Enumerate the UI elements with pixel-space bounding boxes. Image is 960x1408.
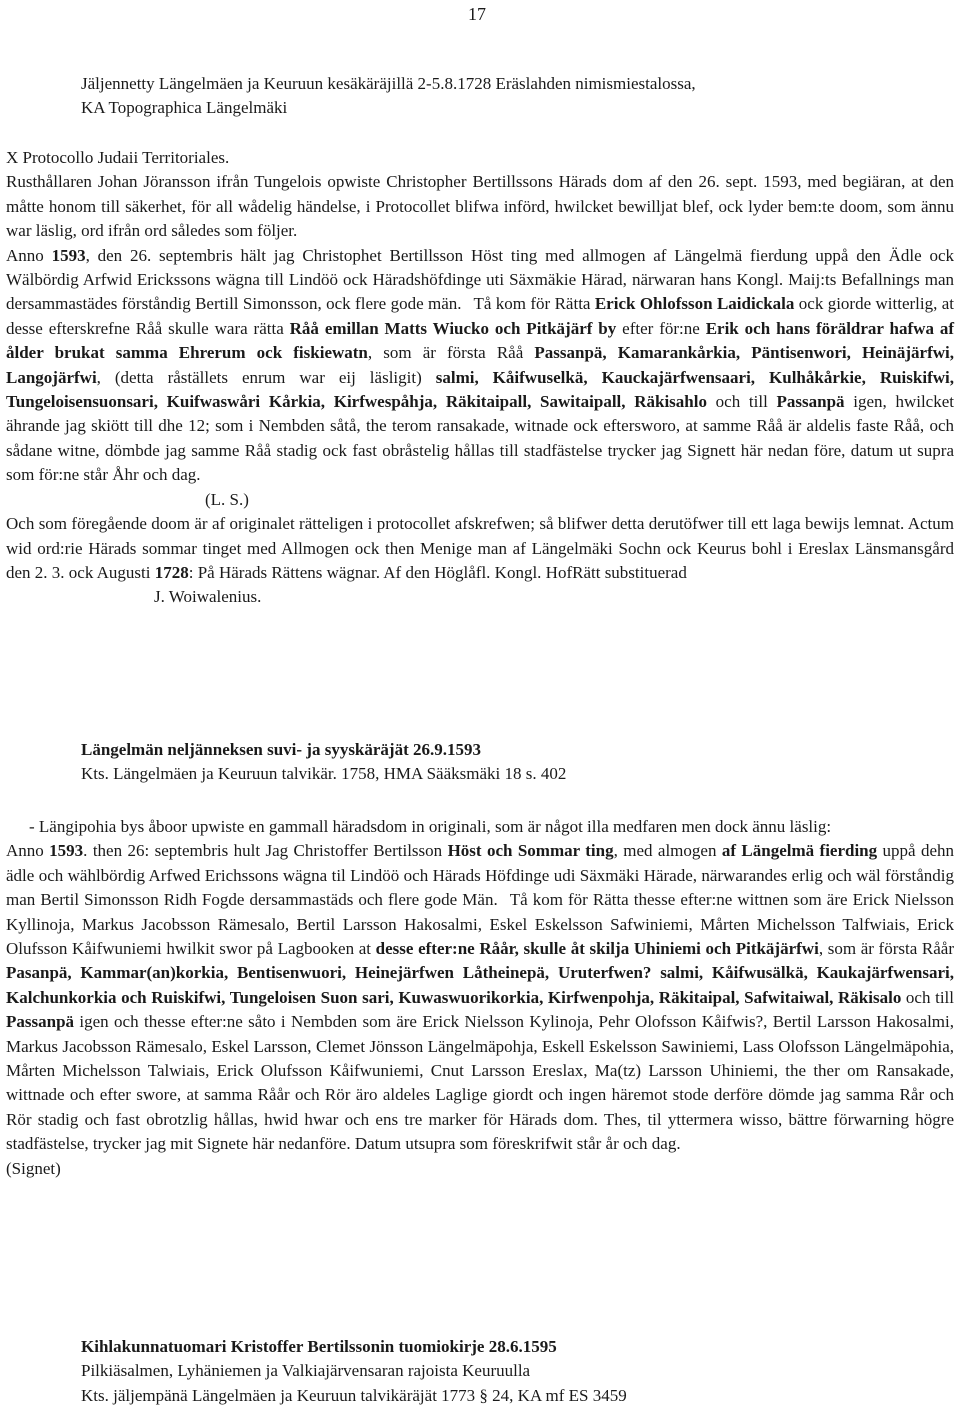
text-run: , (detta råställets enrum war eij läsligit) (96, 367, 436, 387)
text-run: ock giorde witterlig, at desse efterskrefne Råå skulle wara rätta (6, 294, 954, 338)
text-run: . then 26: septembris hult Jag Christoffer Bertilsson (83, 841, 448, 861)
bold-run: Höst och Sommar ting (447, 841, 614, 861)
text-run: uppå dehn ädle och wählbördig Arfwed Erichssons wägna til Lindöö och Härads Höfdinge udi Säxmäki Härade, närwarandes erlig och wäl förståndig man Bertil Simonsson Ridh Fogde dersammastäds och flere gode Män. (6, 841, 955, 910)
text-run: : På Härads Rättens wägnar. Af den Höglåfl. Kongl. HofRätt substituerad (188, 562, 687, 582)
section-2-header (6, 738, 954, 787)
anno-label: Anno (6, 841, 50, 861)
bold-run: Passanpä (776, 392, 845, 412)
page-number: 17 (468, 4, 486, 24)
paragraph (6, 839, 954, 1156)
source-line: Jäljennetty Längelmäen ja Keuruun kesäkäräjillä 2-5.8.1728 Eräslahden nimismiestalossa, (81, 74, 696, 93)
signet-mark: (Signet) (6, 1158, 61, 1178)
anno-year: 1593 (49, 841, 84, 861)
text-run: igen och thesse efter:ne såto i Nembden som äre Erick Nielsson Kylinoja, Pehr Olofsson Kåifwis?, Bertil Larsson Hakosalmi, Markus Jacobsson Rämesalo, Eskel Larsson, Clemet Jönsson Längelmäpohja, Eskell Eskelsson Sawiniemi, Lass Olofsson Längelmäpohia, Mårten Michelsson Talwiais, Erick Olufsson Kåifwuniemi, Cnut Larsson Ereslax, Ma(tz) Larsson Uhiniemi, the ther om Ransakade, wittnade och efter swore, at samma Råår och Rör äro aldeles Laglige giordt och ingen häremot stode derföre dömde jag samma Rår och Rör stadig och fast obrotzlig hållas, hwid hwar och ens tre marker för Härads dom. Thes, til yttermera wisso, bättre förwarning högre stadfästelse, trycker jag mit Signete här nedanföre. Datum utsupra som föreskrifwit står år och dag. (6, 1012, 954, 1154)
bold-run: salmi, Kåifwuselkä, Kauckajärfwensaari, Kulhåkårkie, Ruiskifwi, Tungeloisensuonsari, Kuifwaswåri Kårkia, Kirfwespåhja, Räkitaipall, Sawitaipall, Räkisahlo (6, 367, 954, 412)
section-heading: Kihlakunnatuomari Kristoffer Bertilssonin tuomiokirje 28.6.1595 (81, 1337, 557, 1356)
paragraph (6, 512, 954, 585)
text-run: , som är första Råår (818, 939, 955, 959)
bold-run: Passanpä (6, 1012, 75, 1032)
text-run: och till (901, 987, 954, 1007)
bold-run: Pasanpä, Kammar(an)korkia, Bentisenwuori, Heinejärfwen Låtheinepä, Uruterfwen? salmi, Kåifwusälkä, Kaukajärfwensari, Kalchunkorkia och Ruiskifwi, Tungeloisen Suon sari, Kuwaswuorikorkia, Kirfwenpohja, Räkitaipal, Safwitaiwal, Räkisalo (6, 963, 954, 1007)
section-2-body (6, 815, 954, 1181)
section-1-source (6, 72, 954, 121)
anno-label: Anno (6, 245, 52, 265)
bold-run: desse efter:ne Råår, skulle åt skilja Uhiniemi och Pitkäjärfwi (375, 939, 819, 959)
protocol-line: X Protocollo Judaii Territoriales. (6, 148, 230, 167)
text-run: igen, hwilcket ährande jag skiött till dhe 12; som i Nembden såtå, the terom ransakade, witnade ock eftersworo, at samme Råå är aldelis faste Råå, och sådane witne, dömbde jag samme Råå stadig ock fast obråstelig hållas till stadfästelse trycker jag Signett här nedan före, datum ut supra som för:ne står Åhr och dag. (6, 392, 954, 485)
bold-run: Passanpä, Kamarankårkia, Päntisenwori, Heinäjärfwi, Langojärfwi (6, 343, 955, 387)
signer: J. Woiwalenius. (154, 587, 262, 607)
text-run: , med almogen (613, 841, 722, 861)
section-heading: Längelmän neljänneksen suvi- ja syyskäräjät 26.9.1593 (81, 740, 482, 759)
bold-run: Råå emillan Matts Wiucko och Pitkäjärf by (289, 318, 617, 338)
paragraph (6, 244, 954, 488)
source-line: KA Topographica Längelmäki (81, 98, 288, 118)
bold-run: Erik och hans föräldrar hafwa af ålder brukat samma Ehrerum ock fiskiewatn (6, 318, 955, 363)
text-run: och till (706, 392, 777, 412)
intro-line: - Längipohia bys åboor upwiste en gammall häradsdom in originali, som är något illa medfaren men dock ännu läslig: (29, 817, 832, 836)
subheading: Pilkiäsalmen, Lyhäniemen ja Valkiajärvensaran rajoista Keuruulla (81, 1361, 531, 1381)
text-run: Tå kom för Rätta (473, 294, 595, 314)
section-1-body (6, 146, 954, 610)
seal-mark: (L. S.) (205, 489, 249, 509)
text-run: efter för:ne (616, 318, 706, 338)
text-run: , som är första Råå (367, 343, 535, 363)
section-3 (6, 1335, 954, 1408)
text-run: , den 26. septembris hält jag Christophet Bertillsson Höst ting med allmogen af Längelmä fierdung uppå den Ädle ock Wälbördig Arfwid Erickssons wägna till Lindöö ock Häradshöfdinge uti Säxmäkie Härad, närwaran hans Kongl. Maij:ts Befallnings man dersammastädes förståndig Bertill Simonsson, ock flere gode män. (6, 245, 954, 314)
source-line: Kts. jäljempänä Längelmäen ja Keuruun talvikäräjät 1773 § 24, KA mf ES 3459 (81, 1385, 627, 1405)
bold-run: af Längelmä fierding (721, 841, 878, 861)
bold-run: Erick Ohlofsson Laidickala (594, 294, 795, 314)
paragraph: Rusthållaren Johan Jöransson ifrån Tungelois opwiste Christopher Bertillssons Härads dom af den 26. sept. 1593, med begiäran, at den måtte honom till säkerhet, för all wådelig händelse, i Protocollet blifwa införd, hwilcket bewilljat blef, ock lyder bem:te doom, som ännu war läslig, ord ifrån ord således som följer. (6, 172, 954, 241)
text-run: Tå kom för Rätta thesse efter:ne wittnen som äre Erick Nielsson Kyllinoja, Markus Jacobsson Rämesalo, Bertil Larsson Hakosalmi, Eskel Eskelsson Safwiniemi, Mårten Michelsson Talfwiais, Erick Olufsson Kåifwuniemi hwilkit swor på Lagbooken at (6, 890, 954, 959)
source-line: Kts. Längelmäen ja Keuruun talvikär. 1758, HMA Sääksmäki 18 s. 402 (81, 764, 567, 784)
bold-run: 1728 (154, 562, 189, 582)
text-run: Och som föregående doom är af originalet rätteligen i protocollet afskrefwen; så blifwer detta derutöfwer till ett laga bewijs lemnat. Actum wid ord:rie Härads sommar tinget med Allmogen ock then Menige man af Längelmäki Sochn ock Keurus bohl i Ereslax Länsmansgård den 2. 3. ock Augusti (6, 514, 954, 582)
anno-year: 1593 (51, 245, 86, 265)
